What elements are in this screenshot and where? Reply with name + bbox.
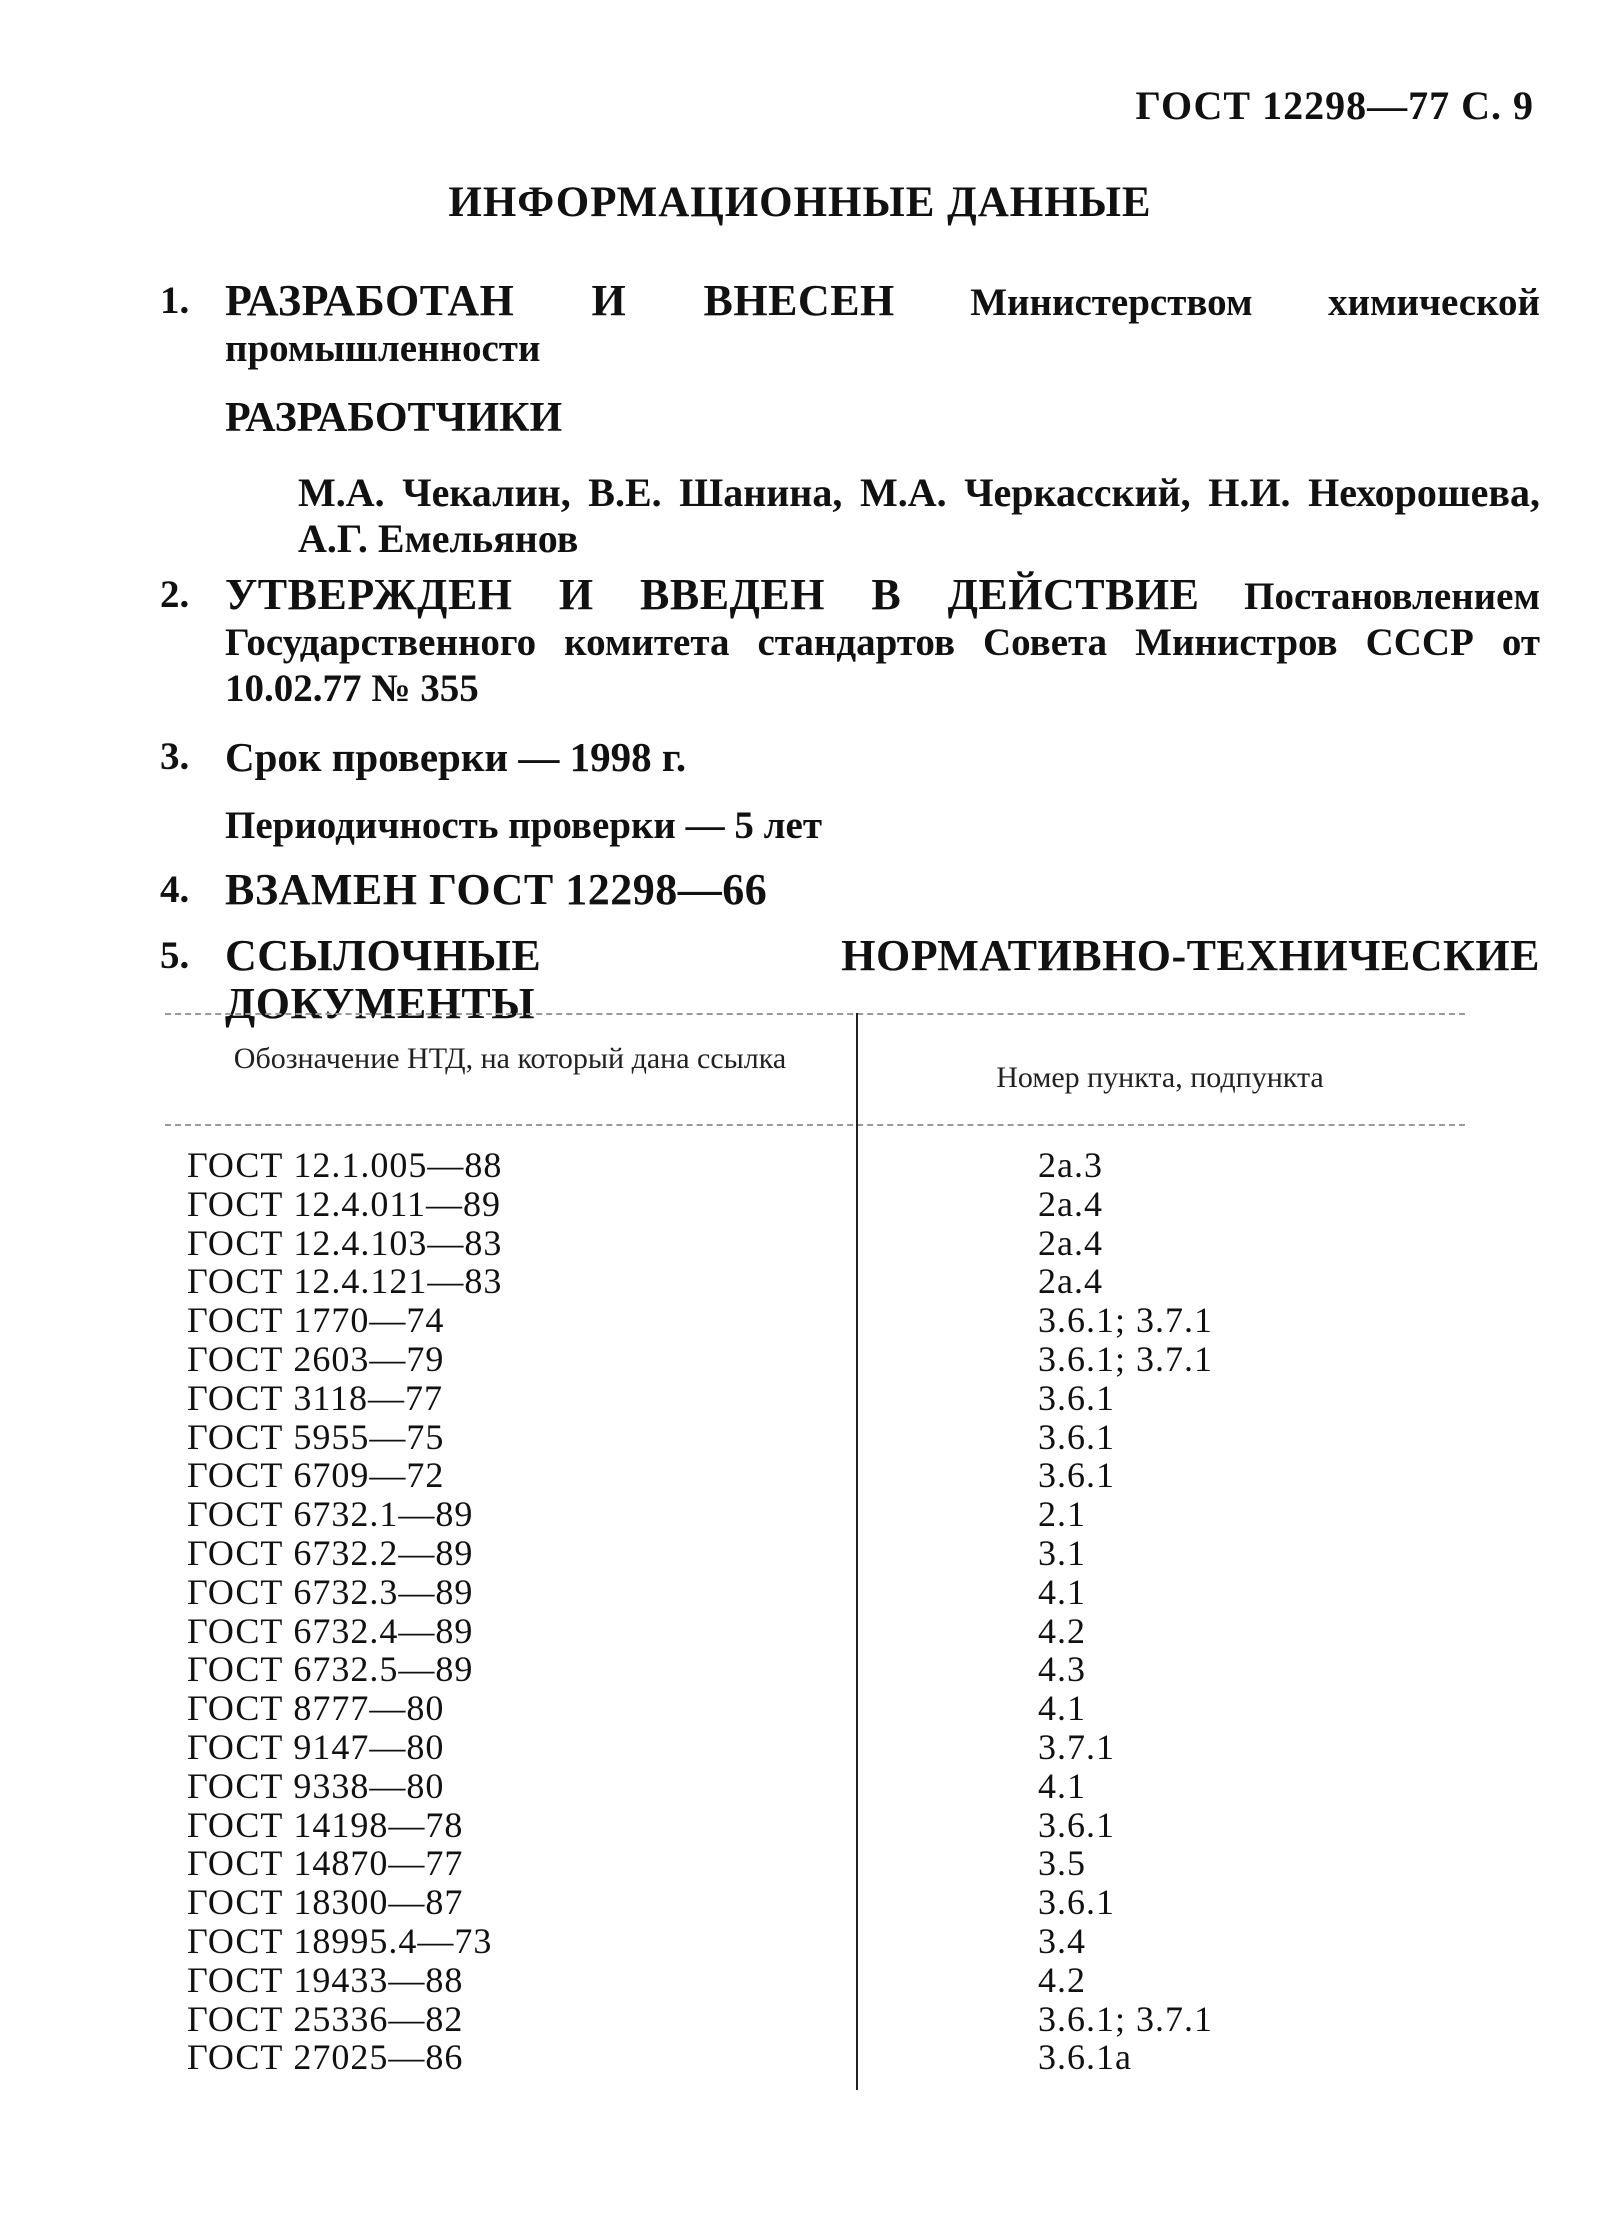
table-cell-clause: 3.7.1 [1038, 1726, 1115, 1767]
table-cell-designation: ГОСТ 6709—72 [187, 1455, 445, 1496]
table-cell-designation: ГОСТ 6732.3—89 [187, 1571, 474, 1612]
table-cell-designation: ГОСТ 1770—74 [187, 1300, 445, 1341]
document-title: ИНФОРМАЦИОННЫЕ ДАННЫЕ [448, 179, 1152, 226]
table-cell-clause: 3.6.1; 3.7.1 [1038, 1998, 1214, 2039]
table-cell-designation: ГОСТ 9147—80 [187, 1726, 445, 1767]
table-cell-clause: 4.2 [1038, 1959, 1086, 2000]
table-cell-clause: 4.3 [1038, 1649, 1086, 1690]
item-number: 4. [160, 868, 190, 911]
page-header: ГОСТ 12298—77 С. 9 [1135, 83, 1534, 128]
item-text: ВЗАМЕН ГОСТ 12298—66 [225, 865, 768, 914]
table-cell-clause: 4.1 [1038, 1571, 1086, 1612]
table-cell-designation: ГОСТ 14870—77 [187, 1843, 464, 1884]
table-cell-designation: ГОСТ 12.4.121—83 [187, 1261, 503, 1302]
item-number: 5. [160, 934, 190, 977]
item-number: 1. [160, 279, 190, 322]
item-lead: УТВЕРЖДЕН И ВВЕДЕН В ДЕЙСТВИЕ [225, 570, 1200, 619]
table-cell-clause: 3.6.1; 3.7.1 [1038, 1300, 1214, 1341]
table-cell-designation: ГОСТ 12.1.005—88 [187, 1145, 503, 1185]
table-cell-clause: 3.1 [1038, 1532, 1086, 1573]
item-developed [160, 278, 1540, 372]
designation-column [187, 1146, 502, 2077]
table-cell-clause: 3.4 [1038, 1920, 1086, 1961]
item-text: Министерством химической промышленности [225, 281, 1540, 370]
developers-heading: РАЗРАБОТЧИКИ [225, 395, 563, 441]
table-cell-designation: ГОСТ 8777—80 [187, 1688, 445, 1729]
table-cell-clause: 3.6.1 [1038, 1416, 1115, 1457]
item-review-term [160, 734, 1540, 782]
table-header-rule [165, 1124, 1465, 1126]
table-cell-designation: ГОСТ 18995.4—73 [187, 1920, 493, 1961]
table-header-designation: Обозначение НТД, на который дана ссылка [233, 1042, 787, 1075]
item-replaces [160, 867, 1540, 915]
item-approved [160, 572, 1540, 712]
table-cell-clause: 3.6.1 [1038, 1377, 1115, 1418]
table-cell-designation: ГОСТ 2603—79 [187, 1338, 445, 1379]
table-cell-clause: 4.1 [1038, 1688, 1086, 1729]
item-text: Срок проверки — 1998 г. [225, 734, 687, 780]
item-lead: РАЗРАБОТАН И ВНЕСЕН [225, 276, 895, 325]
table-cell-designation: ГОСТ 3118—77 [187, 1377, 444, 1418]
table-cell-designation: ГОСТ 9338—80 [187, 1765, 445, 1806]
table-cell-clause: 3.6.1 [1038, 1882, 1115, 1923]
table-cell-clause: 3.6.1 [1038, 1804, 1115, 1845]
table-cell-designation: ГОСТ 19433—88 [187, 1959, 464, 2000]
table-cell-clause: 3.6.1; 3.7.1 [1038, 1338, 1214, 1379]
table-cell-designation: ГОСТ 14198—78 [187, 1804, 464, 1845]
table-cell-designation: ГОСТ 27025—86 [187, 2037, 464, 2078]
table-column-divider [856, 1013, 858, 2090]
review-periodicity: Периодичность проверки — 5 лет [225, 804, 822, 847]
table-cell-designation: ГОСТ 12.4.103—83 [187, 1222, 503, 1263]
table-cell-designation: ГОСТ 6732.2—89 [187, 1532, 474, 1573]
table-cell-clause: 4.1 [1038, 1765, 1086, 1806]
clause-column [1038, 1146, 1213, 2077]
table-cell-designation: ГОСТ 5955—75 [187, 1416, 445, 1457]
table-cell-clause: 2а.4 [1038, 1261, 1103, 1302]
table-cell-clause: 3.6.1а [1038, 2037, 1132, 2078]
item-text: ССЫЛОЧНЫЕ НОРМАТИВНО-ТЕХНИЧЕСКИЕ ДОКУМЕНТЫ [225, 931, 1540, 1028]
table-top-rule [165, 1013, 1465, 1015]
table-cell-designation: ГОСТ 6732.5—89 [187, 1649, 474, 1690]
table-cell-designation: ГОСТ 6732.4—89 [187, 1610, 474, 1651]
item-text: Постановлением Государственного комитета стандартов Совета Министров СССР от 10.02.77 № 355 [225, 575, 1541, 710]
table-cell-designation: ГОСТ 6732.1—89 [187, 1494, 474, 1535]
table-cell-designation: ГОСТ 12.4.011—89 [187, 1183, 502, 1224]
table-cell-clause: 4.2 [1038, 1610, 1086, 1651]
item-number: 3. [160, 735, 190, 778]
table-cell-designation: ГОСТ 25336—82 [187, 1998, 464, 2039]
table-cell-clause: 2а.4 [1038, 1222, 1103, 1263]
developers-list: М.А. Чекалин, В.Е. Шанина, М.А. Черкасский, Н.И. Нехорошева, А.Г. Емельянов [298, 470, 1540, 561]
table-header-clause: Номер пункта, подпункта [996, 1061, 1324, 1094]
table-cell-designation: ГОСТ 18300—87 [187, 1882, 464, 1923]
item-number: 2. [160, 573, 190, 616]
table-cell-clause: 3.5 [1038, 1843, 1086, 1884]
table-cell-clause: 2а.4 [1038, 1183, 1103, 1224]
table-cell-clause: 2.1 [1038, 1494, 1086, 1535]
table-cell-clause: 3.6.1 [1038, 1455, 1115, 1496]
table-cell-clause: 2а.3 [1038, 1145, 1103, 1185]
